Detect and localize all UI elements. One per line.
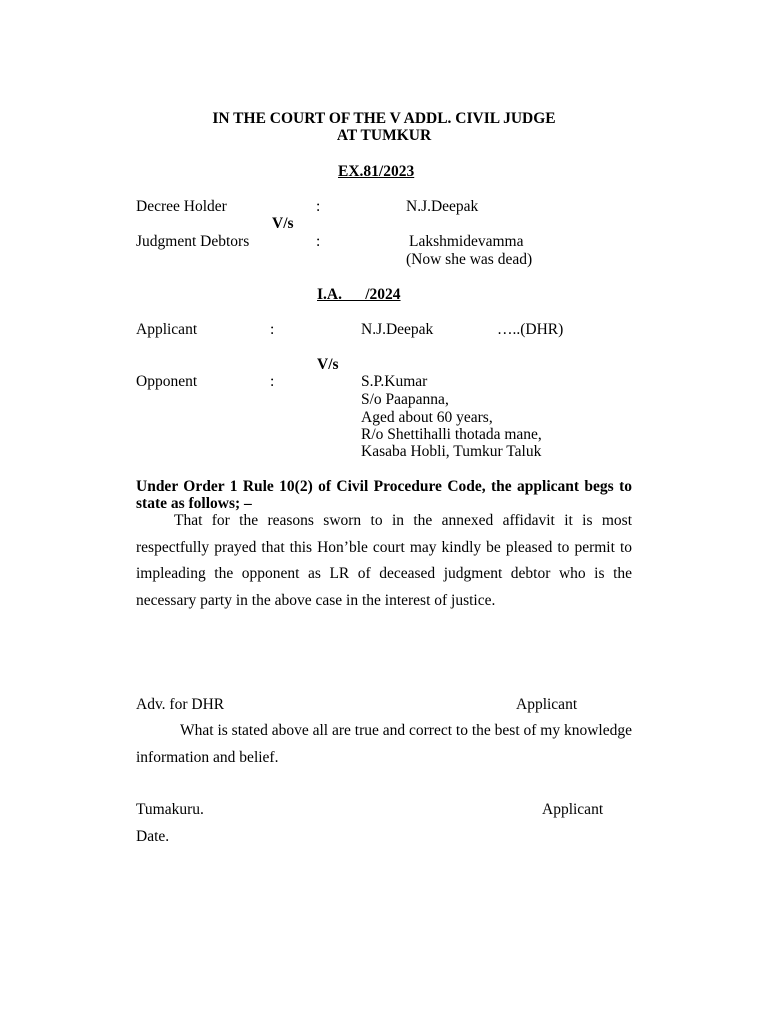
opponent-address-line: Kasaba Hobli, Tumkur Taluk [361, 443, 542, 460]
court-heading-line2: AT TUMKUR [336, 127, 432, 144]
place: Tumakuru. [136, 801, 204, 818]
applicant-role: …..(DHR) [497, 321, 564, 338]
opponent-colon: : [270, 373, 275, 390]
opponent-address-line: R/o Shettihalli thotada mane, [361, 426, 542, 443]
ia-number: I.A. /2024 [317, 286, 401, 303]
judgment-debtor-name: Lakshmidevamma [409, 233, 524, 250]
execution-vs: V/s [272, 215, 294, 232]
verification-text-content: What is stated above all are true and correct to the best of my knowledge information and belief. [136, 722, 632, 766]
application-body [136, 508, 632, 614]
application-body-text: That for the reasons sworn to in the annexed affidavit it is most respectfully prayed that this Hon’ble court may kindly be pleased to permit to impleading the opponent as LR of deceased judgment debtor who is the necessary party in the above case in the interest of justice. [136, 512, 632, 609]
date-label: Date. [136, 828, 170, 845]
opponent-name: S.P.Kumar [361, 373, 428, 390]
decree-holder-name: N.J.Deepak [406, 198, 479, 215]
opponent-label: Opponent [136, 373, 198, 390]
judgment-debtors-label: Judgment Debtors [136, 233, 250, 250]
applicant-name: N.J.Deepak [361, 321, 434, 338]
verification-text [136, 718, 632, 771]
adv-for-dhr: Adv. for DHR [136, 696, 225, 713]
applicant-label: Applicant [136, 321, 198, 338]
decree-holder-label: Decree Holder [136, 198, 227, 215]
opponent-address-line: S/o Paapanna, [361, 391, 449, 408]
verification-applicant: Applicant [542, 801, 604, 818]
judgment-debtor-note: (Now she was dead) [406, 251, 533, 268]
case-number: EX.81/2023 [338, 163, 415, 180]
court-heading-line1: IN THE COURT OF THE V ADDL. CIVIL JUDGE [212, 110, 556, 127]
application-intro: Under Order 1 Rule 10(2) of Civil Procedure Code, the applicant begs to state as follows; – [136, 478, 632, 512]
opponent-address-line: Aged about 60 years, [361, 409, 493, 426]
applicant-signature: Applicant [516, 696, 578, 713]
judgment-debtors-colon: : [316, 233, 321, 250]
decree-holder-colon: : [316, 198, 321, 215]
applicant-colon: : [270, 321, 275, 338]
ia-vs: V/s [317, 356, 339, 373]
